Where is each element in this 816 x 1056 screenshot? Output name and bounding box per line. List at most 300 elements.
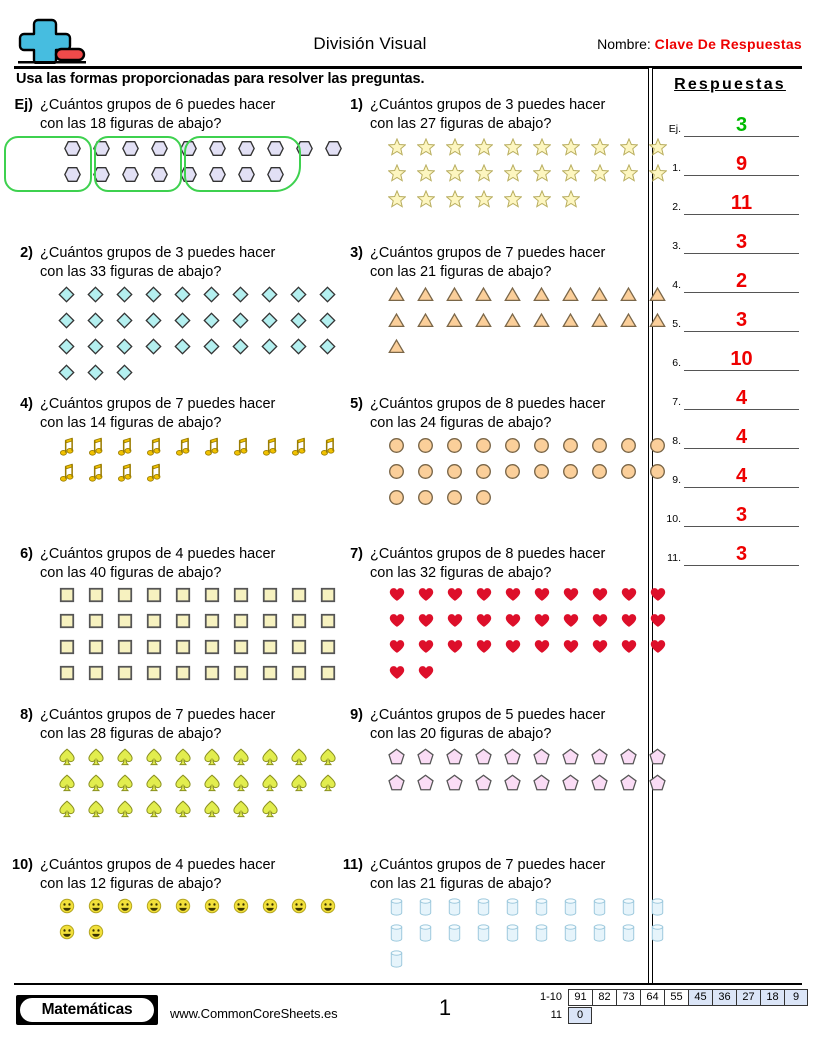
shape-item bbox=[527, 437, 556, 463]
shape-item bbox=[226, 286, 255, 312]
shape-item bbox=[556, 190, 585, 216]
shape-item bbox=[197, 587, 226, 613]
shape-item bbox=[284, 338, 313, 364]
question-block bbox=[336, 395, 672, 515]
shape-item bbox=[110, 748, 139, 774]
question-block bbox=[6, 545, 342, 691]
shape-item bbox=[110, 774, 139, 800]
shape-item bbox=[255, 587, 284, 613]
shape-item bbox=[469, 639, 498, 665]
shape-item bbox=[556, 639, 585, 665]
shape-row bbox=[382, 665, 672, 691]
shape-item bbox=[255, 437, 284, 463]
shape-item bbox=[197, 338, 226, 364]
shape-item bbox=[52, 613, 81, 639]
question-text: ¿Cuántos grupos de 5 puedes hacer con las 20 figuras de abajo? bbox=[370, 707, 606, 742]
shape-item bbox=[139, 613, 168, 639]
shape-item bbox=[139, 587, 168, 613]
answer-row-value: 4 bbox=[735, 426, 748, 448]
shape-item bbox=[382, 774, 411, 800]
shape-item bbox=[440, 463, 469, 489]
shape-item bbox=[556, 463, 585, 489]
shape-item bbox=[197, 639, 226, 665]
question-number: 10) bbox=[12, 857, 33, 873]
shape-item bbox=[643, 463, 672, 489]
shape-item bbox=[556, 138, 585, 164]
question-header bbox=[336, 244, 672, 282]
plus-minus-math-logo-icon bbox=[16, 16, 88, 64]
shape-item bbox=[226, 613, 255, 639]
shape-item bbox=[81, 437, 110, 463]
group-outline bbox=[4, 136, 92, 192]
page-title: División Visual bbox=[313, 34, 427, 53]
shape-row bbox=[52, 774, 342, 800]
shape-item bbox=[382, 613, 411, 639]
shape-item bbox=[382, 489, 411, 515]
shape-item bbox=[469, 164, 498, 190]
shape-item bbox=[168, 437, 197, 463]
shape-item bbox=[643, 587, 672, 613]
shape-item bbox=[284, 437, 313, 463]
shape-item bbox=[139, 437, 168, 463]
shape-item bbox=[255, 613, 284, 639]
shape-item bbox=[498, 898, 527, 924]
shape-item bbox=[527, 463, 556, 489]
shape-grid bbox=[6, 286, 342, 390]
shape-item bbox=[411, 138, 440, 164]
answer-row bbox=[655, 488, 805, 527]
shape-item bbox=[52, 364, 81, 390]
shape-item bbox=[440, 286, 469, 312]
shape-item bbox=[440, 898, 469, 924]
shape-row bbox=[52, 924, 342, 950]
shape-item bbox=[614, 463, 643, 489]
scale-cell: 27 bbox=[736, 989, 760, 1006]
shape-item bbox=[411, 463, 440, 489]
shape-item bbox=[585, 437, 614, 463]
scale-cell: 45 bbox=[688, 989, 712, 1006]
shape-item bbox=[585, 286, 614, 312]
question-block bbox=[336, 706, 672, 800]
shape-item bbox=[527, 312, 556, 338]
shape-item bbox=[411, 437, 440, 463]
shape-item bbox=[226, 665, 255, 691]
scale-row-label: 1-10 bbox=[539, 991, 562, 1003]
shape-item bbox=[168, 665, 197, 691]
answer-row bbox=[655, 527, 805, 566]
answer-row-value: 3 bbox=[735, 114, 748, 136]
shape-row bbox=[382, 338, 672, 364]
shape-item bbox=[226, 437, 255, 463]
shape-item bbox=[411, 190, 440, 216]
shape-item bbox=[226, 800, 255, 826]
shape-item bbox=[284, 286, 313, 312]
shape-row bbox=[52, 437, 342, 463]
shape-item bbox=[585, 164, 614, 190]
shape-item bbox=[469, 898, 498, 924]
shape-item bbox=[197, 774, 226, 800]
shape-row bbox=[52, 613, 342, 639]
shape-grid bbox=[336, 437, 672, 515]
answer-row bbox=[655, 410, 805, 449]
shape-item bbox=[81, 613, 110, 639]
shape-item bbox=[411, 613, 440, 639]
name-field bbox=[597, 36, 802, 52]
shape-item bbox=[284, 613, 313, 639]
shape-grid bbox=[6, 437, 342, 489]
shape-row bbox=[382, 950, 672, 976]
shape-item bbox=[556, 587, 585, 613]
shape-item bbox=[527, 774, 556, 800]
shape-item bbox=[440, 312, 469, 338]
shape-item bbox=[614, 924, 643, 950]
shape-item bbox=[527, 138, 556, 164]
question-number: 6) bbox=[20, 546, 33, 562]
shape-row bbox=[52, 364, 342, 390]
shape-item bbox=[440, 639, 469, 665]
shape-item bbox=[614, 613, 643, 639]
name-label: Nombre: bbox=[597, 36, 651, 52]
shape-item bbox=[382, 587, 411, 613]
shape-item bbox=[197, 613, 226, 639]
shape-item bbox=[168, 898, 197, 924]
shape-row bbox=[382, 639, 672, 665]
shape-row bbox=[382, 312, 672, 338]
question-text: ¿Cuántos grupos de 3 puedes hacer con las 33 figuras de abajo? bbox=[40, 245, 276, 280]
shape-item bbox=[411, 312, 440, 338]
shape-item bbox=[498, 748, 527, 774]
shape-item bbox=[498, 312, 527, 338]
shape-item bbox=[382, 665, 411, 691]
shape-item bbox=[411, 587, 440, 613]
question-block bbox=[336, 545, 672, 691]
shape-item bbox=[469, 748, 498, 774]
shape-row bbox=[52, 639, 342, 665]
shape-item bbox=[469, 138, 498, 164]
shape-item bbox=[643, 924, 672, 950]
brand-badge bbox=[16, 995, 158, 1025]
question-number: 2) bbox=[20, 245, 33, 261]
shape-item bbox=[498, 774, 527, 800]
shape-item bbox=[585, 898, 614, 924]
question-header bbox=[336, 96, 672, 134]
shape-item bbox=[382, 748, 411, 774]
shape-row bbox=[382, 613, 672, 639]
shape-item bbox=[527, 639, 556, 665]
shape-item bbox=[284, 748, 313, 774]
shape-item bbox=[139, 312, 168, 338]
answer-row bbox=[655, 371, 805, 410]
shape-item bbox=[556, 748, 585, 774]
shape-item bbox=[284, 898, 313, 924]
shape-item bbox=[469, 613, 498, 639]
shape-item bbox=[527, 587, 556, 613]
question-number: 9) bbox=[350, 707, 363, 723]
shape-row bbox=[52, 800, 342, 826]
page-number: 1 bbox=[438, 995, 452, 1020]
shape-item bbox=[498, 463, 527, 489]
shape-item bbox=[498, 613, 527, 639]
answer-row-line bbox=[684, 565, 799, 566]
shape-item bbox=[498, 437, 527, 463]
shape-item bbox=[382, 338, 411, 364]
answer-row bbox=[655, 176, 805, 215]
shape-item bbox=[52, 898, 81, 924]
shape-item bbox=[556, 164, 585, 190]
shape-item bbox=[527, 898, 556, 924]
answer-row-value: 3 bbox=[735, 504, 748, 526]
shape-item bbox=[643, 286, 672, 312]
answer-row-number: 5. bbox=[672, 318, 681, 330]
shape-grid bbox=[6, 587, 342, 691]
shape-row bbox=[382, 463, 672, 489]
shape-item bbox=[527, 613, 556, 639]
shape-item bbox=[81, 774, 110, 800]
shape-item bbox=[52, 800, 81, 826]
scale-cell: 18 bbox=[760, 989, 784, 1006]
shape-item bbox=[81, 748, 110, 774]
shape-item bbox=[110, 665, 139, 691]
instructions-text: Usa las formas proporcionadas para resolver las preguntas. bbox=[16, 71, 425, 87]
answers-list bbox=[655, 98, 805, 566]
shape-item bbox=[52, 437, 81, 463]
shape-item bbox=[585, 463, 614, 489]
shape-item bbox=[284, 774, 313, 800]
shape-item bbox=[226, 774, 255, 800]
answer-row-number: 7. bbox=[672, 396, 681, 408]
question-text: ¿Cuántos grupos de 4 puedes hacer con las 40 figuras de abajo? bbox=[40, 546, 276, 581]
scale-cell: 91 bbox=[568, 989, 592, 1006]
question-number: 5) bbox=[350, 396, 363, 412]
answer-row bbox=[655, 98, 805, 137]
answer-row bbox=[655, 293, 805, 332]
shape-item bbox=[139, 639, 168, 665]
shape-item bbox=[469, 312, 498, 338]
shape-item bbox=[139, 898, 168, 924]
shape-item bbox=[643, 312, 672, 338]
shape-item bbox=[168, 800, 197, 826]
question-number: 3) bbox=[350, 245, 363, 261]
shape-item bbox=[585, 639, 614, 665]
question-text: ¿Cuántos grupos de 7 puedes hacer con las 14 figuras de abajo? bbox=[40, 396, 276, 431]
shape-item bbox=[643, 774, 672, 800]
shape-item bbox=[643, 898, 672, 924]
shape-item bbox=[440, 164, 469, 190]
shape-grid bbox=[336, 898, 672, 976]
question-text: ¿Cuántos grupos de 4 puedes hacer con las 12 figuras de abajo? bbox=[40, 857, 276, 892]
shape-item bbox=[110, 312, 139, 338]
question-header bbox=[6, 706, 342, 744]
question-header bbox=[336, 706, 672, 744]
question-number: Ej) bbox=[14, 97, 33, 113]
shape-item bbox=[614, 639, 643, 665]
shape-item bbox=[255, 639, 284, 665]
question-block bbox=[336, 96, 672, 216]
answer-row-value: 4 bbox=[735, 387, 748, 409]
shape-item bbox=[614, 437, 643, 463]
question-header bbox=[6, 545, 342, 583]
shape-item bbox=[284, 312, 313, 338]
shape-item bbox=[110, 587, 139, 613]
answer-row-value: 2 bbox=[735, 270, 748, 292]
shape-item bbox=[527, 190, 556, 216]
shape-item bbox=[643, 437, 672, 463]
shape-item bbox=[284, 639, 313, 665]
shape-row bbox=[52, 338, 342, 364]
shape-item bbox=[81, 286, 110, 312]
shape-item bbox=[614, 164, 643, 190]
shape-item bbox=[643, 748, 672, 774]
shape-row bbox=[52, 898, 342, 924]
shape-item bbox=[527, 748, 556, 774]
shape-item bbox=[52, 338, 81, 364]
shape-item bbox=[81, 463, 110, 489]
question-number: 7) bbox=[350, 546, 363, 562]
shape-item bbox=[469, 286, 498, 312]
shape-item bbox=[255, 898, 284, 924]
question-header bbox=[6, 96, 348, 134]
shape-row bbox=[382, 138, 672, 164]
shape-item bbox=[110, 898, 139, 924]
shape-grid bbox=[6, 898, 342, 950]
header-divider bbox=[14, 66, 802, 69]
shape-row bbox=[382, 164, 672, 190]
question-block bbox=[6, 244, 342, 390]
shape-item bbox=[52, 665, 81, 691]
shape-item bbox=[440, 437, 469, 463]
answer-row-number: 10. bbox=[666, 513, 681, 525]
shape-grid bbox=[336, 138, 672, 216]
shape-item bbox=[614, 138, 643, 164]
question-text: ¿Cuántos grupos de 7 puedes hacer con las 21 figuras de abajo? bbox=[370, 857, 606, 892]
shape-item bbox=[382, 138, 411, 164]
question-header bbox=[336, 395, 672, 433]
shape-item bbox=[168, 286, 197, 312]
question-header bbox=[6, 244, 342, 282]
answer-row-number: 9. bbox=[672, 474, 681, 486]
page-header bbox=[0, 0, 816, 68]
question-block bbox=[336, 856, 672, 976]
shape-item bbox=[52, 587, 81, 613]
question-block bbox=[6, 856, 342, 950]
answer-row bbox=[655, 332, 805, 371]
shape-item bbox=[411, 489, 440, 515]
shape-row bbox=[382, 748, 672, 774]
shape-item bbox=[556, 437, 585, 463]
shape-item bbox=[226, 748, 255, 774]
group-outline bbox=[184, 136, 301, 192]
scale-cell: 82 bbox=[592, 989, 616, 1006]
shape-item bbox=[81, 924, 110, 950]
shape-item bbox=[382, 924, 411, 950]
shape-item bbox=[197, 748, 226, 774]
shape-item bbox=[139, 748, 168, 774]
shape-item bbox=[197, 665, 226, 691]
shape-item bbox=[440, 190, 469, 216]
shape-item bbox=[382, 639, 411, 665]
shape-grid bbox=[336, 748, 672, 800]
scale-row bbox=[530, 1007, 808, 1024]
shape-item bbox=[110, 800, 139, 826]
shape-item bbox=[440, 489, 469, 515]
answer-row-value: 4 bbox=[735, 465, 748, 487]
shape-item bbox=[110, 364, 139, 390]
shape-row bbox=[382, 774, 672, 800]
shape-item bbox=[527, 924, 556, 950]
shape-item bbox=[440, 613, 469, 639]
answer-row-number: 8. bbox=[672, 435, 681, 447]
question-text: ¿Cuántos grupos de 7 puedes hacer con las 21 figuras de abajo? bbox=[370, 245, 606, 280]
scale-cell: 9 bbox=[784, 989, 808, 1006]
answer-row bbox=[655, 215, 805, 254]
shape-item bbox=[440, 587, 469, 613]
shape-item bbox=[614, 774, 643, 800]
shape-row bbox=[52, 587, 342, 613]
shape-grid bbox=[336, 587, 672, 691]
shape-item bbox=[498, 138, 527, 164]
shape-item bbox=[469, 437, 498, 463]
question-header bbox=[336, 545, 672, 583]
shape-item bbox=[226, 338, 255, 364]
shape-item bbox=[255, 800, 284, 826]
shape-item bbox=[255, 774, 284, 800]
question-text: ¿Cuántos grupos de 3 puedes hacer con las 27 figuras de abajo? bbox=[370, 97, 606, 132]
question-block bbox=[6, 96, 348, 192]
shape-row bbox=[52, 665, 342, 691]
shape-item bbox=[226, 587, 255, 613]
shape-item bbox=[498, 587, 527, 613]
shape-grid bbox=[336, 286, 672, 364]
shape-row bbox=[52, 463, 342, 489]
scale-cell: 64 bbox=[640, 989, 664, 1006]
shape-item bbox=[440, 138, 469, 164]
shape-item bbox=[168, 312, 197, 338]
scale-cell: 73 bbox=[616, 989, 640, 1006]
answer-row-number: 6. bbox=[672, 357, 681, 369]
question-number: 8) bbox=[20, 707, 33, 723]
shape-row bbox=[382, 924, 672, 950]
shape-item bbox=[255, 748, 284, 774]
question-header bbox=[336, 856, 672, 894]
shape-item bbox=[411, 774, 440, 800]
question-text: ¿Cuántos grupos de 8 puedes hacer con las 24 figuras de abajo? bbox=[370, 396, 606, 431]
shape-item bbox=[614, 748, 643, 774]
shape-item bbox=[81, 312, 110, 338]
shape-item bbox=[139, 463, 168, 489]
shape-item bbox=[585, 748, 614, 774]
shape-row bbox=[52, 286, 342, 312]
shape-item bbox=[498, 164, 527, 190]
shape-item bbox=[411, 898, 440, 924]
shape-item bbox=[585, 587, 614, 613]
shape-item bbox=[52, 463, 81, 489]
question-block bbox=[6, 706, 342, 826]
shape-item bbox=[197, 437, 226, 463]
answer-row-number: 11. bbox=[667, 552, 681, 564]
shape-item bbox=[382, 950, 411, 976]
shape-item bbox=[81, 800, 110, 826]
answer-row-value: 10 bbox=[730, 348, 753, 370]
shape-item bbox=[411, 748, 440, 774]
shape-item bbox=[110, 286, 139, 312]
shape-item bbox=[110, 338, 139, 364]
shape-item bbox=[382, 437, 411, 463]
shape-item bbox=[411, 639, 440, 665]
scale-cell: 55 bbox=[664, 989, 688, 1006]
answer-row-value: 11 bbox=[730, 192, 753, 214]
shape-item bbox=[556, 898, 585, 924]
answer-row-number: 1. bbox=[672, 162, 681, 174]
